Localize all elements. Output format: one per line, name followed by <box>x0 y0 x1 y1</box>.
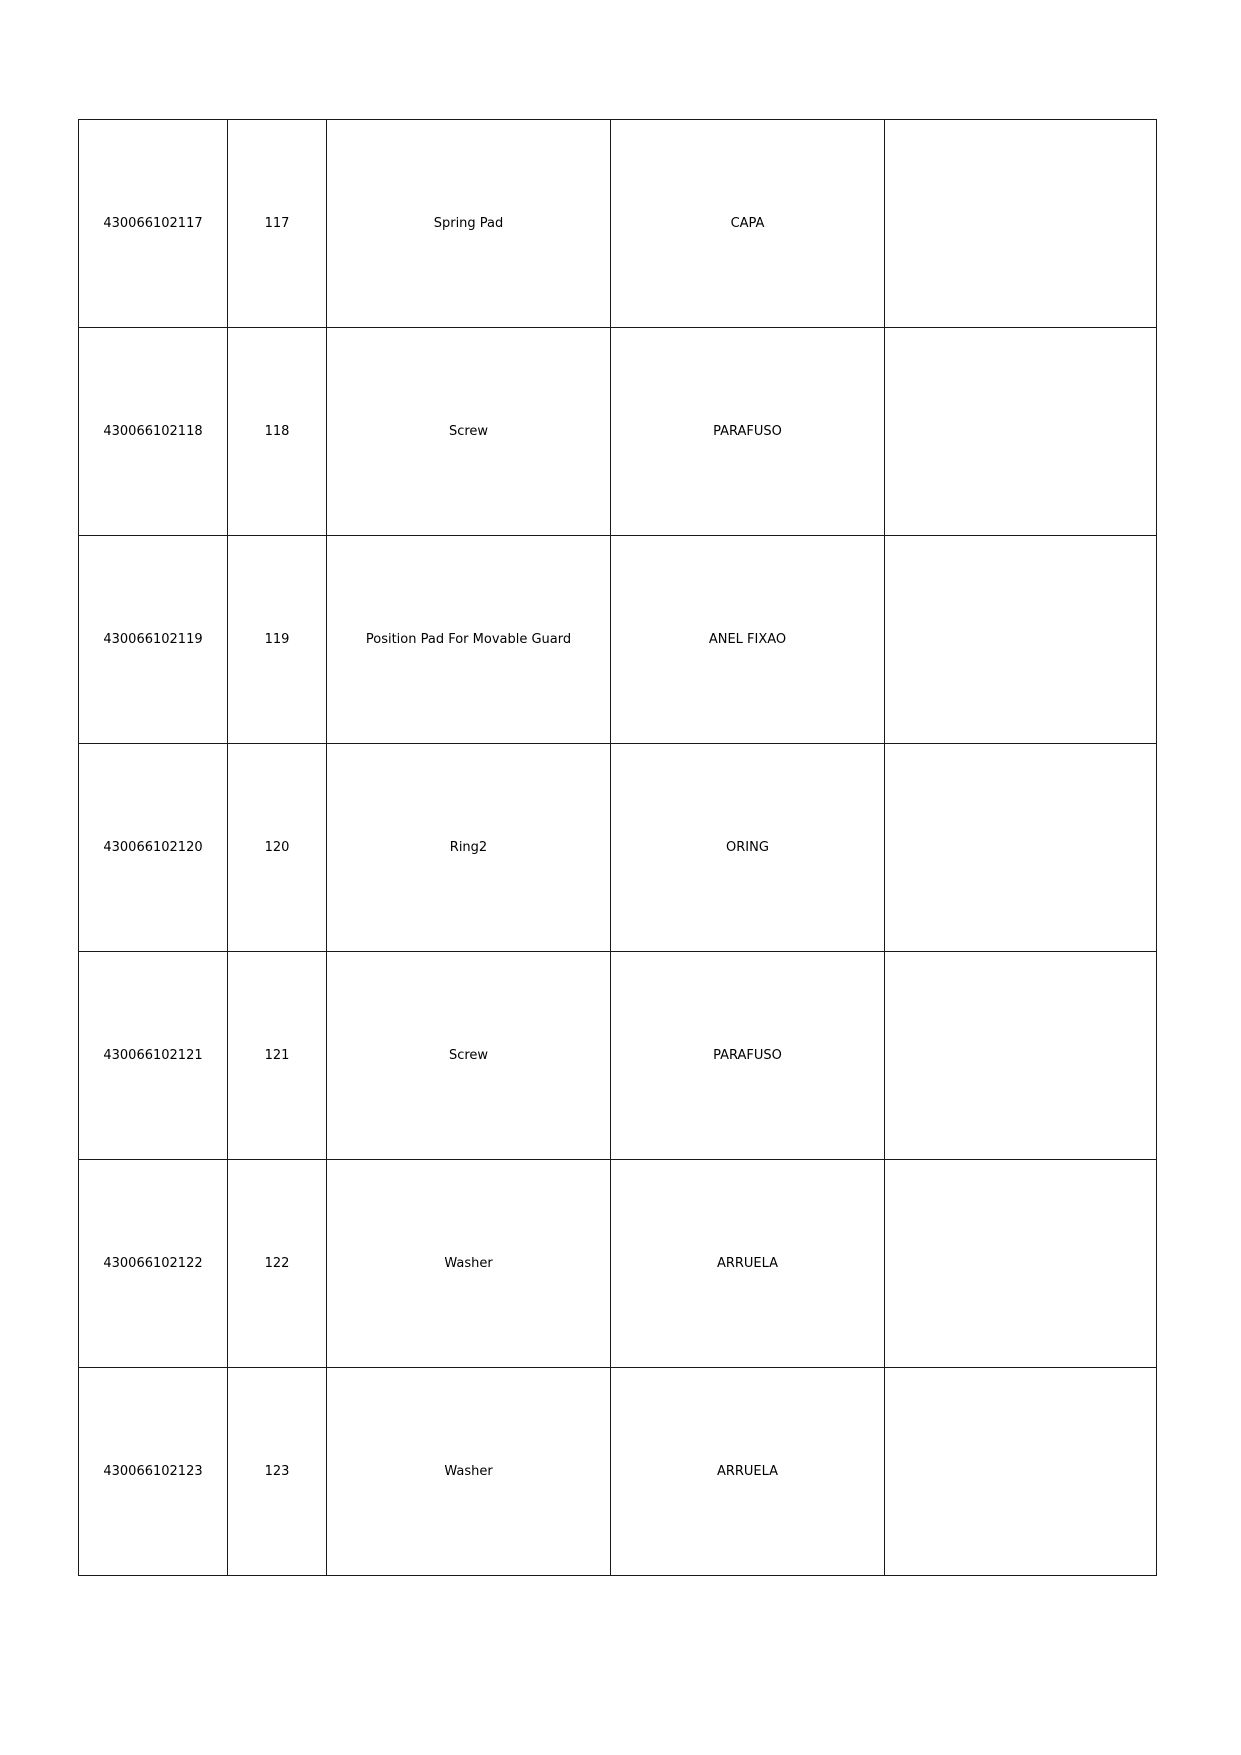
part-number-cell: 120 <box>228 744 327 952</box>
table-row <box>79 1368 1157 1576</box>
extra-cell <box>885 1368 1157 1576</box>
description-cell: Screw <box>327 328 611 536</box>
description-pt-cell: PARAFUSO <box>611 952 885 1160</box>
extra-cell <box>885 744 1157 952</box>
table-row <box>79 120 1157 328</box>
table-row <box>79 952 1157 1160</box>
part-code-cell: 430066102119 <box>79 536 228 744</box>
part-number-cell: 121 <box>228 952 327 1160</box>
part-number-cell: 117 <box>228 120 327 328</box>
description-cell: Spring Pad <box>327 120 611 328</box>
description-cell: Ring2 <box>327 744 611 952</box>
description-cell: Washer <box>327 1160 611 1368</box>
part-number-cell: 118 <box>228 328 327 536</box>
description-pt-cell: ARRUELA <box>611 1368 885 1576</box>
parts-table <box>78 119 1157 1576</box>
extra-cell <box>885 1160 1157 1368</box>
part-code-cell: 430066102122 <box>79 1160 228 1368</box>
description-cell: Position Pad For Movable Guard <box>327 536 611 744</box>
table-row <box>79 744 1157 952</box>
table-row <box>79 536 1157 744</box>
part-number-cell: 123 <box>228 1368 327 1576</box>
part-code-cell: 430066102117 <box>79 120 228 328</box>
description-cell: Washer <box>327 1368 611 1576</box>
part-number-cell: 119 <box>228 536 327 744</box>
table-row <box>79 328 1157 536</box>
part-code-cell: 430066102120 <box>79 744 228 952</box>
part-code-cell: 430066102123 <box>79 1368 228 1576</box>
part-code-cell: 430066102118 <box>79 328 228 536</box>
description-cell: Screw <box>327 952 611 1160</box>
extra-cell <box>885 328 1157 536</box>
table-row <box>79 1160 1157 1368</box>
description-pt-cell: ANEL FIXAO <box>611 536 885 744</box>
description-pt-cell: PARAFUSO <box>611 328 885 536</box>
extra-cell <box>885 536 1157 744</box>
extra-cell <box>885 120 1157 328</box>
part-number-cell: 122 <box>228 1160 327 1368</box>
description-pt-cell: CAPA <box>611 120 885 328</box>
part-code-cell: 430066102121 <box>79 952 228 1160</box>
description-pt-cell: ORING <box>611 744 885 952</box>
extra-cell <box>885 952 1157 1160</box>
description-pt-cell: ARRUELA <box>611 1160 885 1368</box>
